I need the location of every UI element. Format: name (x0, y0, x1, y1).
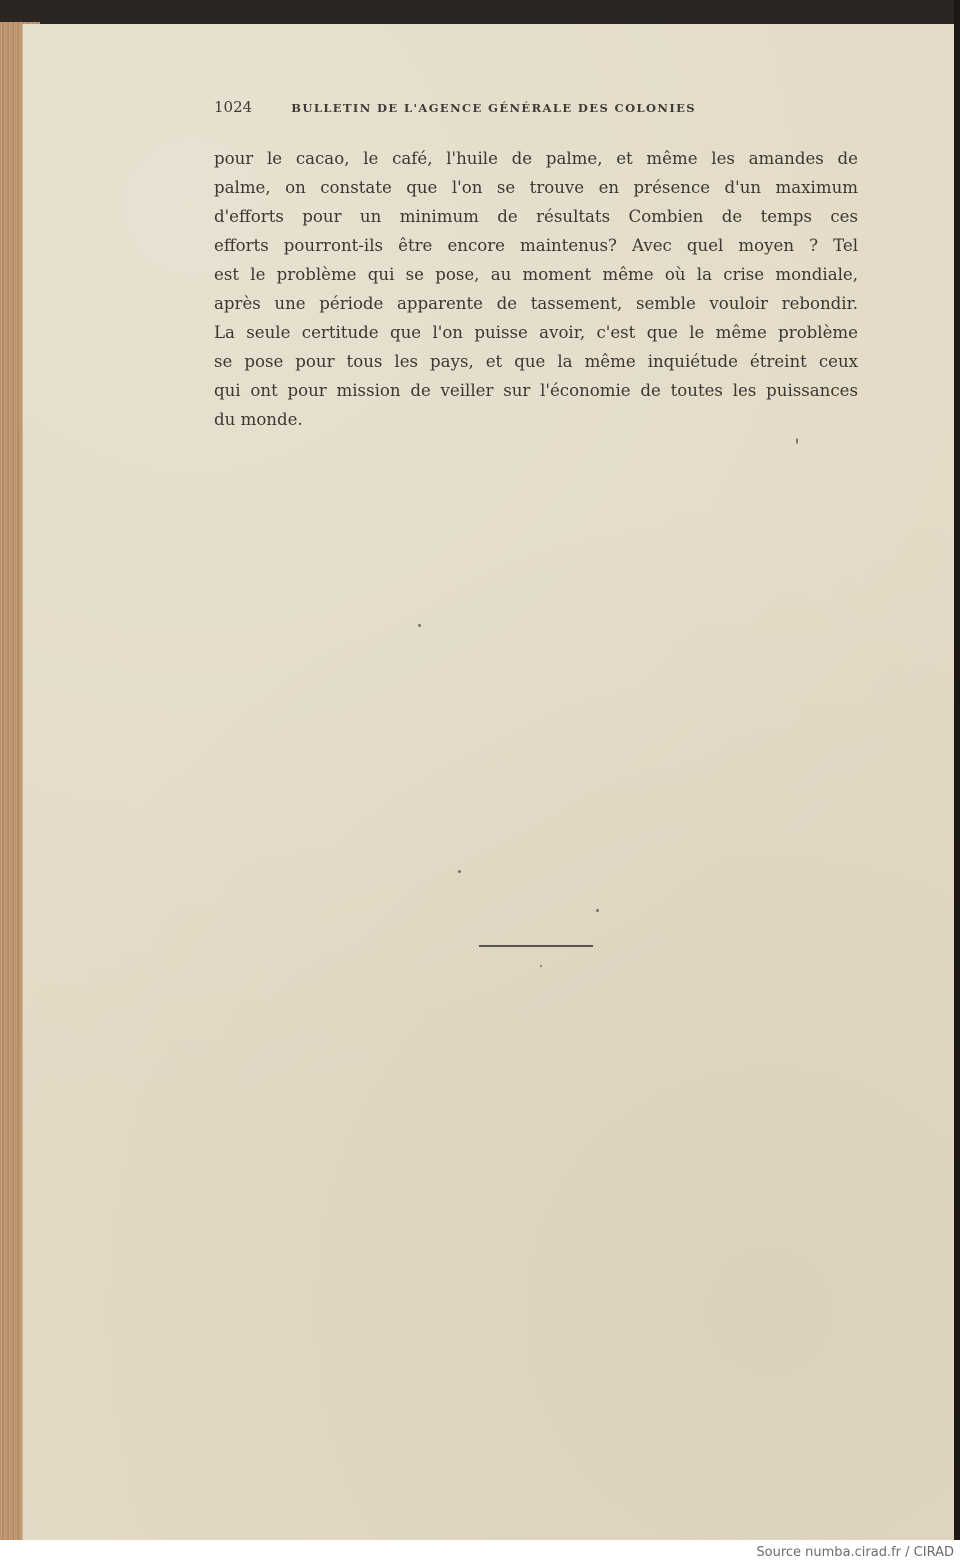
paper-speck (596, 909, 599, 912)
text-line: pour le cacao, le café, l'huile de palme, et même les amandes de (214, 149, 858, 168)
text-line: se pose pour tous les pays, et que la même inquiétude étreint ceux (214, 352, 858, 371)
body-paragraph (214, 144, 858, 434)
text-line: après une période apparente de tassement, semble vouloir rebondir. (214, 294, 858, 313)
text-line: La seule certitude que l'on puisse avoir, c'est que le même problème (214, 323, 858, 342)
text-line: efforts pourront-ils être encore maintenus? Avec quel moyen ? Tel (214, 236, 858, 255)
running-title: BULLETIN DE L'AGENCE GÉNÉRALE DES COLONIES (291, 101, 696, 115)
page-number: 1024 (214, 98, 253, 116)
source-credit: Source numba.cirad.fr / CIRAD (756, 1545, 954, 1560)
text-line: est le problème qui se pose, au moment même où la crise mondiale, (214, 265, 858, 284)
text-line: qui ont pour mission de veiller sur l'économie de toutes les puissances (214, 381, 858, 400)
running-header (214, 97, 858, 116)
paper-speck (796, 438, 798, 444)
paper-speck (458, 870, 461, 873)
end-of-article-rule (479, 945, 593, 947)
text-line: d'efforts pour un minimum de résultats Combien de temps ces (214, 207, 858, 226)
text-line: palme, on constate que l'on se trouve en présence d'un maximum (214, 178, 858, 197)
paper-speck (418, 624, 421, 627)
text-line-last: du monde. (214, 410, 303, 429)
binding-edge (954, 0, 960, 1540)
paper-speck (540, 965, 542, 967)
